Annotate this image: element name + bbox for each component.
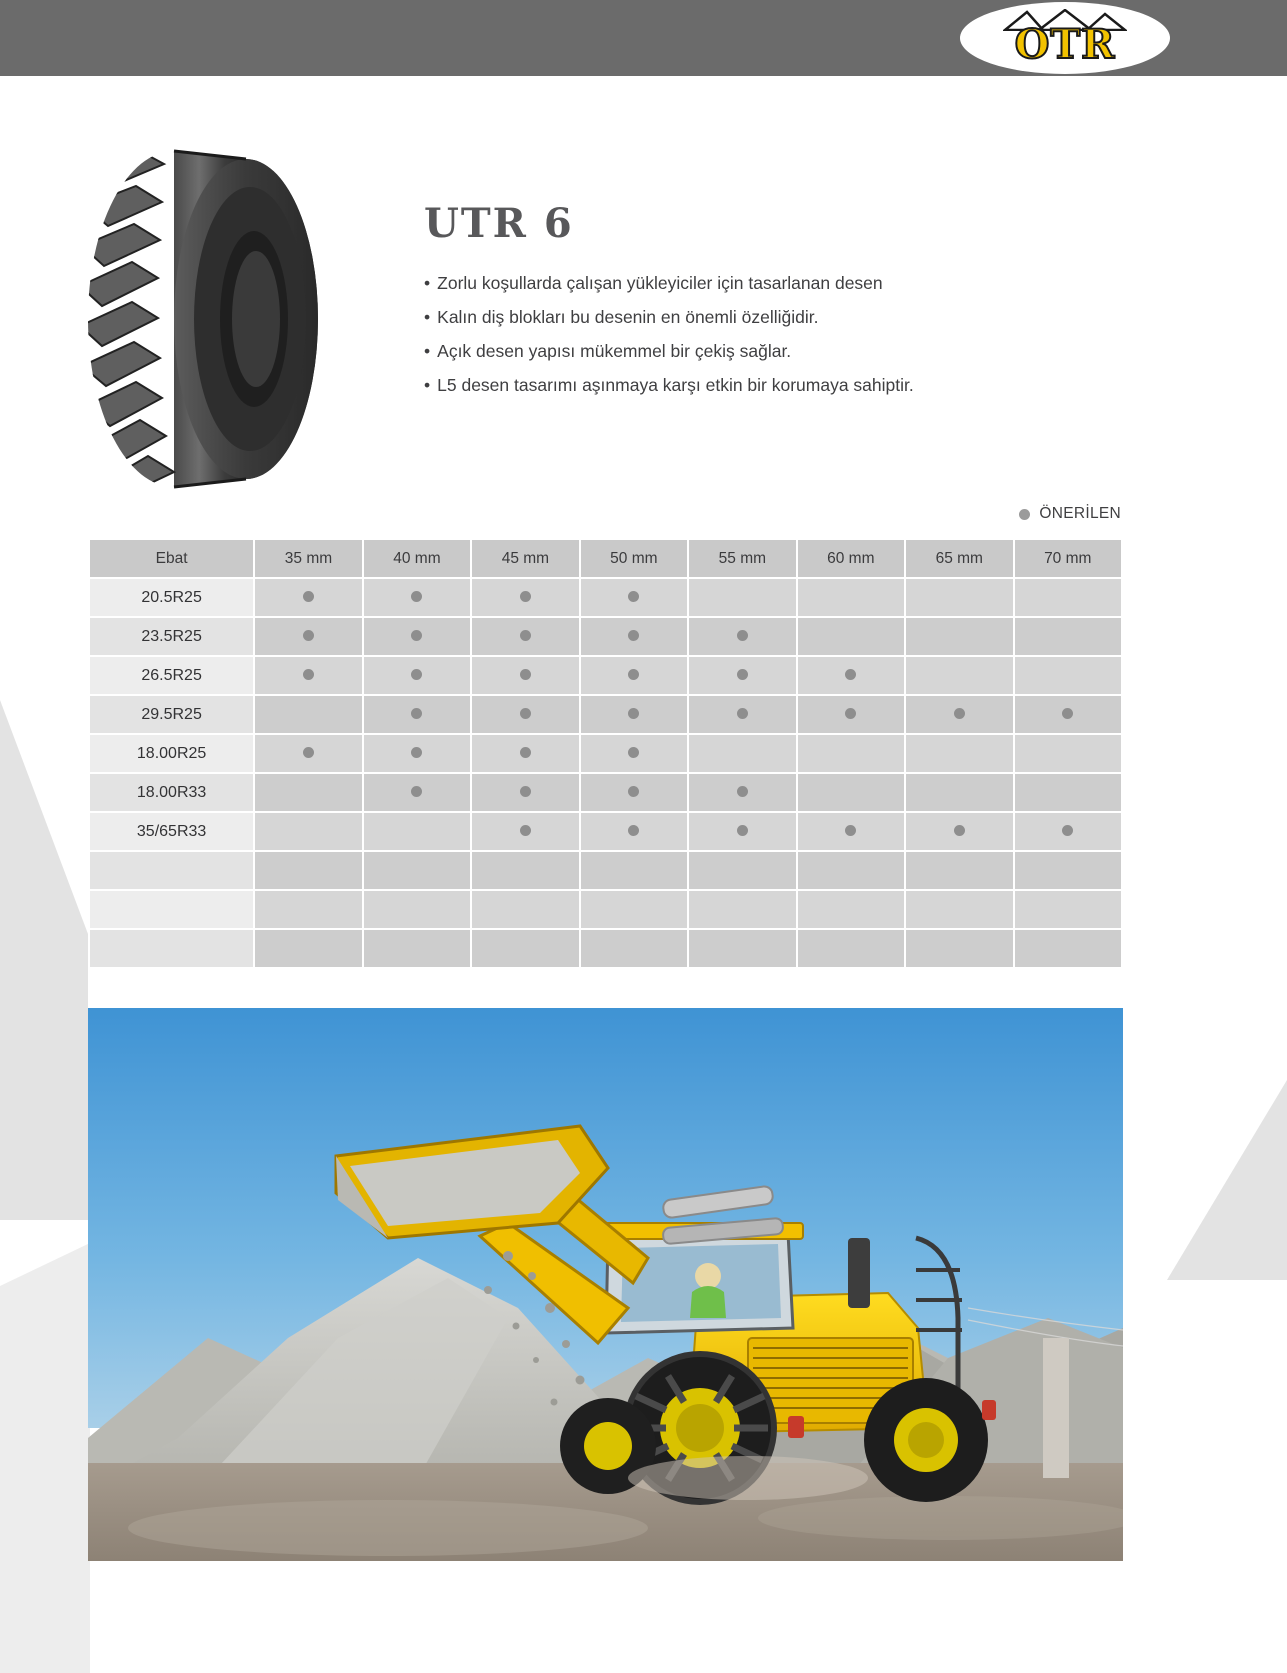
cell-availability xyxy=(798,891,904,928)
cell-availability xyxy=(1015,852,1122,889)
cell-availability xyxy=(364,696,470,733)
cell-availability xyxy=(906,696,1012,733)
cell-availability xyxy=(581,891,687,928)
availability-dot-icon xyxy=(737,630,748,641)
cell-size: 26.5R25 xyxy=(90,657,253,694)
cell-availability xyxy=(472,657,578,694)
availability-dot-icon xyxy=(737,786,748,797)
feature-text: Açık desen yapısı mükemmel bir çekiş sağlar. xyxy=(437,341,792,361)
availability-dot-icon xyxy=(411,747,422,758)
otr-logo-text: OTR xyxy=(1014,21,1116,68)
header-bar xyxy=(0,0,1287,76)
cell-availability xyxy=(906,852,1012,889)
cell-availability xyxy=(1015,657,1122,694)
cell-availability xyxy=(581,696,687,733)
cell-availability xyxy=(689,852,795,889)
cell-availability xyxy=(255,891,361,928)
decorative-shape-right xyxy=(1167,1080,1287,1280)
cell-availability xyxy=(798,618,904,655)
bullet-icon: • xyxy=(424,307,431,327)
cell-availability xyxy=(255,813,361,850)
cell-availability xyxy=(906,774,1012,811)
legend xyxy=(1019,505,1121,523)
availability-dot-icon xyxy=(411,630,422,641)
cell-availability xyxy=(689,579,795,616)
cell-availability xyxy=(255,696,361,733)
availability-dot-icon xyxy=(411,591,422,602)
table-row xyxy=(90,891,1121,928)
page-title: UTR 6 xyxy=(424,200,574,247)
decorative-shape-left xyxy=(0,700,88,1220)
cell-size xyxy=(90,852,253,889)
decorative-shape-bottom-left xyxy=(0,1243,90,1673)
cell-availability xyxy=(364,813,470,850)
table-row xyxy=(90,813,1121,850)
cell-availability xyxy=(472,696,578,733)
cell-availability xyxy=(364,657,470,694)
cell-availability xyxy=(689,813,795,850)
availability-dot-icon xyxy=(628,825,639,836)
column-header-45mm: 45 mm xyxy=(472,540,578,577)
column-header-50mm: 50 mm xyxy=(581,540,687,577)
cell-availability xyxy=(364,618,470,655)
availability-dot-icon xyxy=(737,708,748,719)
column-header-60mm: 60 mm xyxy=(798,540,904,577)
availability-dot-icon xyxy=(628,630,639,641)
availability-dot-icon xyxy=(845,708,856,719)
cell-availability xyxy=(906,618,1012,655)
table-row xyxy=(90,579,1121,616)
availability-dot-icon xyxy=(520,786,531,797)
cell-size: 35/65R33 xyxy=(90,813,253,850)
cell-availability xyxy=(581,579,687,616)
legend-label: ÖNERİLEN xyxy=(1039,505,1121,522)
cell-availability xyxy=(472,774,578,811)
cell-availability xyxy=(1015,891,1122,928)
cell-availability xyxy=(364,930,470,967)
feature-item xyxy=(424,266,1124,300)
availability-dot-icon xyxy=(520,630,531,641)
bullet-icon: • xyxy=(424,273,431,293)
cell-availability xyxy=(255,657,361,694)
table-row xyxy=(90,657,1121,694)
cell-availability xyxy=(364,891,470,928)
cell-availability xyxy=(798,696,904,733)
cell-size: 18.00R33 xyxy=(90,774,253,811)
cell-availability xyxy=(472,618,578,655)
cell-availability xyxy=(906,735,1012,772)
availability-dot-icon xyxy=(628,669,639,680)
cell-availability xyxy=(1015,696,1122,733)
cell-availability xyxy=(1015,618,1122,655)
table-row xyxy=(90,735,1121,772)
cell-availability xyxy=(1015,579,1122,616)
cell-size xyxy=(90,930,253,967)
table-body xyxy=(90,579,1121,967)
bullet-icon: • xyxy=(424,341,431,361)
availability-dot-icon xyxy=(303,630,314,641)
availability-dot-icon xyxy=(628,708,639,719)
table-row xyxy=(90,774,1121,811)
cell-availability xyxy=(472,579,578,616)
wheel-loader-photo xyxy=(88,1008,1123,1561)
cell-availability xyxy=(906,813,1012,850)
cell-availability xyxy=(798,852,904,889)
availability-dot-icon xyxy=(845,825,856,836)
availability-dot-icon xyxy=(628,747,639,758)
availability-dot-icon xyxy=(411,669,422,680)
cell-size xyxy=(90,891,253,928)
cell-size: 18.00R25 xyxy=(90,735,253,772)
column-header-40mm: 40 mm xyxy=(364,540,470,577)
cell-size: 23.5R25 xyxy=(90,618,253,655)
column-header-65mm: 65 mm xyxy=(906,540,1012,577)
cell-size: 20.5R25 xyxy=(90,579,253,616)
availability-dot-icon xyxy=(303,591,314,602)
availability-dot-icon xyxy=(954,708,965,719)
cell-availability xyxy=(1015,930,1122,967)
cell-availability xyxy=(472,930,578,967)
availability-dot-icon xyxy=(303,669,314,680)
availability-dot-icon xyxy=(411,708,422,719)
cell-availability xyxy=(255,579,361,616)
feature-item xyxy=(424,368,1124,402)
cell-availability xyxy=(255,930,361,967)
column-header-70mm: 70 mm xyxy=(1015,540,1122,577)
cell-availability xyxy=(689,735,795,772)
size-availability-table xyxy=(88,538,1123,969)
availability-dot-icon xyxy=(303,747,314,758)
table-row xyxy=(90,930,1121,967)
column-header-55mm: 55 mm xyxy=(689,540,795,577)
cell-availability xyxy=(255,618,361,655)
availability-dot-icon xyxy=(520,825,531,836)
cell-availability xyxy=(798,735,904,772)
cell-availability xyxy=(581,618,687,655)
feature-text: Zorlu koşullarda çalışan yükleyiciler için tasarlanan desen xyxy=(437,273,883,293)
cell-availability xyxy=(689,930,795,967)
cell-availability xyxy=(798,930,904,967)
cell-availability xyxy=(798,657,904,694)
feature-text: L5 desen tasarımı aşınmaya karşı etkin bir korumaya sahiptir. xyxy=(437,375,914,395)
availability-dot-icon xyxy=(954,825,965,836)
cell-availability xyxy=(906,657,1012,694)
cell-availability xyxy=(689,696,795,733)
table-row xyxy=(90,618,1121,655)
cell-availability xyxy=(1015,813,1122,850)
bullet-icon: • xyxy=(424,375,431,395)
cell-availability xyxy=(581,852,687,889)
feature-text: Kalın diş blokları bu desenin en önemli özelliğidir. xyxy=(437,307,819,327)
availability-dot-icon xyxy=(520,708,531,719)
cell-availability xyxy=(255,852,361,889)
cell-availability xyxy=(689,891,795,928)
table-header-row xyxy=(90,540,1121,577)
cell-availability xyxy=(689,774,795,811)
cell-availability xyxy=(581,657,687,694)
cell-availability xyxy=(472,735,578,772)
availability-dot-icon xyxy=(628,591,639,602)
otr-logo xyxy=(960,2,1170,74)
cell-availability xyxy=(1015,774,1122,811)
cell-availability xyxy=(798,813,904,850)
feature-item xyxy=(424,300,1124,334)
cell-availability xyxy=(906,579,1012,616)
feature-list xyxy=(424,266,1124,402)
cell-availability xyxy=(472,813,578,850)
cell-availability xyxy=(689,618,795,655)
cell-availability xyxy=(1015,735,1122,772)
cell-availability xyxy=(364,774,470,811)
cell-availability xyxy=(364,579,470,616)
availability-dot-icon xyxy=(1062,708,1073,719)
availability-dot-icon xyxy=(737,825,748,836)
cell-availability xyxy=(255,735,361,772)
cell-availability xyxy=(581,774,687,811)
availability-dot-icon xyxy=(1062,825,1073,836)
cell-availability xyxy=(581,930,687,967)
column-header-35mm: 35 mm xyxy=(255,540,361,577)
availability-dot-icon xyxy=(737,669,748,680)
cell-availability xyxy=(581,813,687,850)
cell-availability xyxy=(581,735,687,772)
cell-availability xyxy=(364,852,470,889)
availability-dot-icon xyxy=(845,669,856,680)
availability-dot-icon xyxy=(520,747,531,758)
cell-size: 29.5R25 xyxy=(90,696,253,733)
cell-availability xyxy=(472,852,578,889)
feature-item xyxy=(424,334,1124,368)
cell-availability xyxy=(689,657,795,694)
cell-availability xyxy=(906,930,1012,967)
cell-availability xyxy=(798,774,904,811)
availability-dot-icon xyxy=(520,591,531,602)
table-row xyxy=(90,696,1121,733)
cell-availability xyxy=(798,579,904,616)
availability-dot-icon xyxy=(520,669,531,680)
cell-availability xyxy=(255,774,361,811)
column-header-size: Ebat xyxy=(90,540,253,577)
table-row xyxy=(90,852,1121,889)
legend-dot-icon xyxy=(1019,509,1030,520)
availability-dot-icon xyxy=(628,786,639,797)
cell-availability xyxy=(906,891,1012,928)
cell-availability xyxy=(472,891,578,928)
tire-illustration xyxy=(78,148,338,490)
availability-dot-icon xyxy=(411,786,422,797)
cell-availability xyxy=(364,735,470,772)
